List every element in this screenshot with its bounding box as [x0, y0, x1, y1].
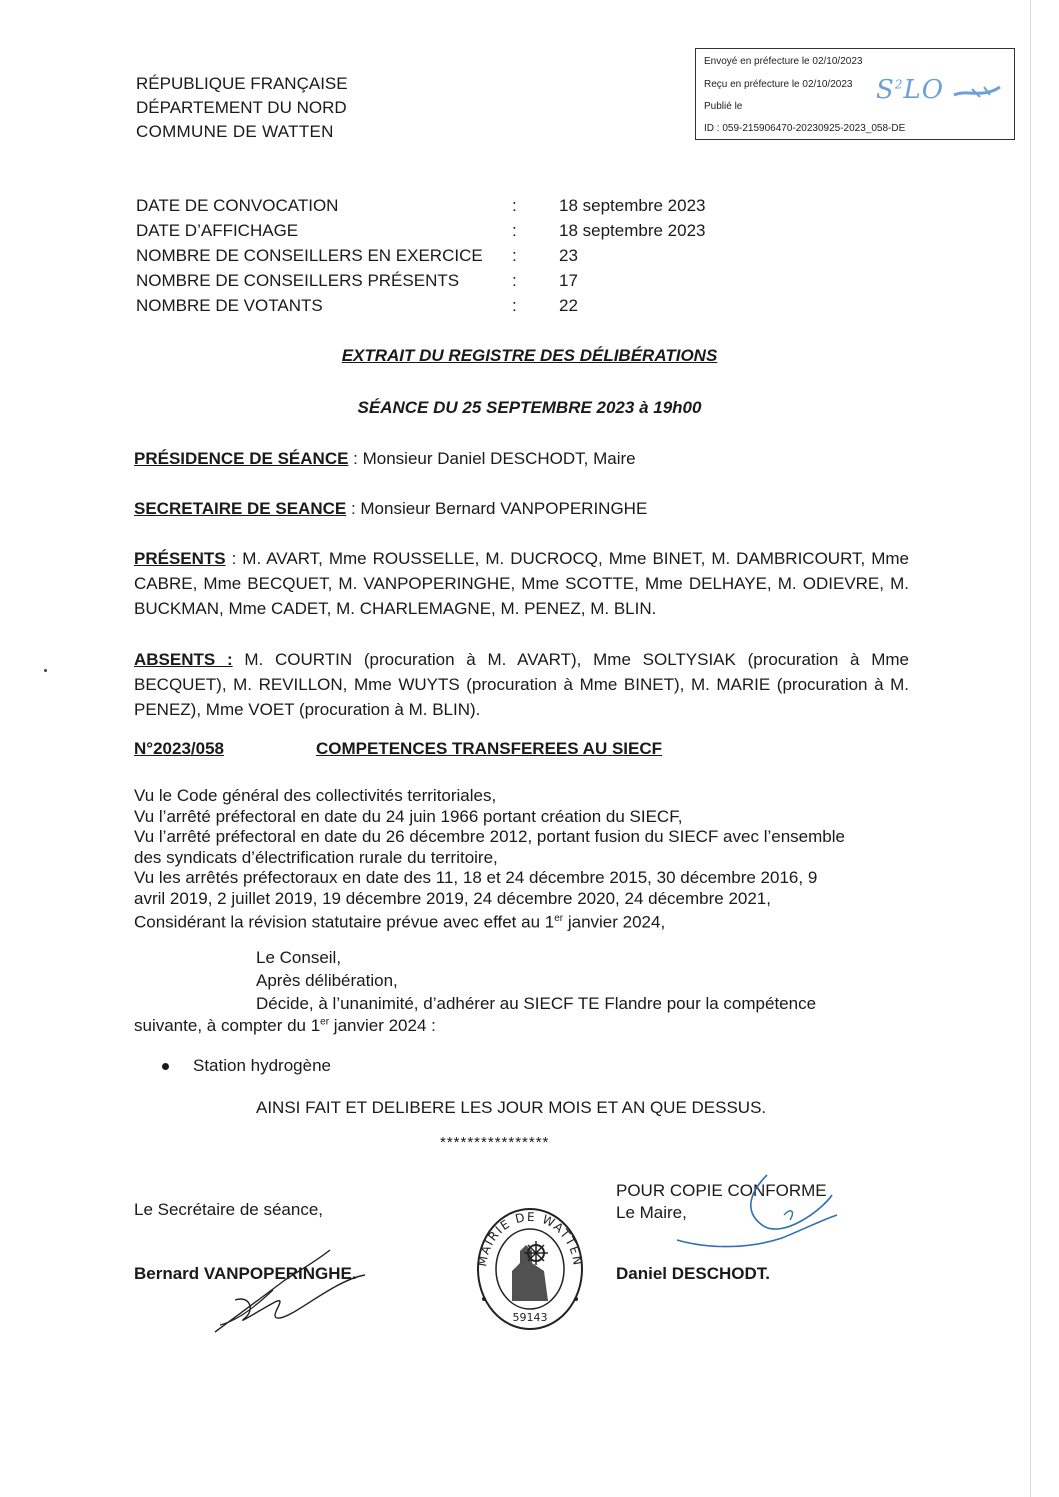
considerant-date: janvier 2024,	[563, 912, 666, 932]
stamp-received: Reçu en préfecture le 02/10/2023	[704, 79, 853, 90]
vu-line: des syndicats d’électrification rurale du territoire,	[134, 847, 498, 867]
stamp-sent: Envoyé en préfecture le 02/10/2023	[704, 56, 863, 67]
conseil-line: Décide, à l’unanimité, d’adhérer au SIECF TE Flandre pour la compétence	[256, 994, 817, 1013]
info-label: DATE D’AFFICHAGE	[136, 221, 299, 240]
secretaire-signature-title: Le Secrétaire de séance,	[134, 1200, 324, 1219]
stamp-id: ID : 059-215906470-20230925-2023_058-DE	[704, 123, 906, 134]
copie-conforme: POUR COPIE CONFORME	[616, 1181, 827, 1200]
page-edge-line	[1030, 0, 1031, 1497]
s2lo-logo: $S^2LO$	[876, 75, 944, 105]
seance-title: SÉANCE DU 25 SEPTEMBRE 2023 à 19h00	[357, 398, 702, 417]
info-value: 18 septembre 2023	[559, 221, 706, 240]
ainsi-fait: AINSI FAIT ET DELIBERE LES JOUR MOIS ET AN QUE DESSUS.	[256, 1098, 767, 1117]
maire-signature-name: Daniel DESCHODT.	[616, 1264, 770, 1283]
vu-line: avril 2019, 2 juillet 2019, 19 décembre 2019, 24 décembre 2020, 24 décembre 2021,	[134, 888, 771, 908]
info-separator: :	[512, 196, 517, 215]
info-label: NOMBRE DE VOTANTS	[136, 296, 323, 315]
considerant-sup: er	[554, 913, 564, 924]
presents-text: : M. AVART, Mme ROUSSELLE, M. DUCROCQ, Mme BINET, M. DAMBRICOURT, Mme CABRE, Mme BECQUET, M. VANPOPERINGHE, Mme SCOTTE, Mme DELHAYE, M. ODIEVRE, M. BUCKMAN, Mme CADET, M. CHARLEMAGNE, M. PENEZ, M. BLIN.	[134, 549, 909, 618]
header-republique: RÉPUBLIQUE FRANÇAISE	[136, 74, 348, 93]
document-header	[136, 72, 348, 144]
separator-stars: ****************	[440, 1134, 550, 1151]
info-label: NOMBRE DE CONSEILLERS EN EXERCICE	[136, 246, 483, 265]
conseil-line: Après délibération,	[256, 971, 398, 990]
extrait-title	[0, 346, 1059, 366]
info-value: 23	[559, 246, 578, 265]
deliberation-number: N°2023/058	[134, 739, 224, 758]
vu-line-considerant	[134, 909, 914, 933]
extrait-title-text: EXTRAIT DU REGISTRE DES DÉLIBÉRATIONS	[341, 346, 718, 365]
info-separator: :	[512, 271, 517, 290]
secretaire-line	[134, 496, 909, 521]
presidence-text: : Monsieur Daniel DESCHODT, Maire	[348, 449, 636, 468]
suivante-text: suivante, à compter du 1	[134, 1016, 321, 1035]
secretaire-handwritten-signature	[205, 1240, 375, 1340]
header-commune: COMMUNE DE WATTEN	[136, 122, 334, 141]
info-value: 22	[559, 296, 578, 315]
presents-label: PRÉSENTS	[134, 549, 226, 568]
prefecture-stamp	[695, 48, 1015, 140]
secretaire-signature-name: Bernard VANPOPERINGHE.	[134, 1264, 357, 1283]
deliberation-title: COMPETENCES TRANSFEREES AU SIECF	[316, 739, 663, 758]
stamp-published: Publié le	[704, 101, 743, 112]
vu-line: Vu l’arrêté préfectoral en date du 24 juin 1966 portant création du SIECF,	[134, 806, 683, 826]
info-separator: :	[512, 221, 517, 240]
bullet-item	[162, 1056, 331, 1076]
secretaire-label: SECRETAIRE DE SEANCE	[134, 499, 347, 518]
info-label: NOMBRE DE CONSEILLERS PRÉSENTS	[136, 271, 460, 290]
seal-emblem-icon	[512, 1241, 548, 1301]
seal-dot	[482, 1297, 486, 1301]
bullet-text: Station hydrogène	[193, 1056, 331, 1075]
bullet-dot-icon	[162, 1063, 169, 1070]
absents-paragraph	[134, 647, 909, 722]
logo-swoosh-icon	[952, 83, 1002, 103]
vu-line: Vu le Code général des collectivités territoriales,	[134, 786, 497, 805]
presidence-label: PRÉSIDENCE DE SÉANCE	[134, 449, 349, 468]
vu-line: Vu les arrêtés préfectoraux en date des 11, 18 et 24 décembre 2015, 30 décembre 2016, 9	[134, 868, 818, 887]
info-value: 17	[559, 271, 578, 290]
info-separator: :	[512, 246, 517, 265]
info-label: DATE DE CONVOCATION	[136, 196, 339, 215]
margin-speck	[44, 669, 47, 672]
suivante-date: janvier 2024 :	[329, 1016, 436, 1035]
secretaire-text: : Monsieur Bernard VANPOPERINGHE	[346, 499, 648, 518]
info-value: 18 septembre 2023	[559, 196, 706, 215]
seal-top-text: MAIRIE DE WATTEN	[474, 1209, 585, 1268]
info-separator: :	[512, 296, 517, 315]
vu-block	[134, 786, 914, 933]
absents-text: M. COURTIN (procuration à M. AVART), Mme SOLTYSIAK (procuration à Mme BECQUET), M. REVILLON, Mme WUYTS (procuration à Mme BINET), M. MARIE (procuration à M. PENEZ), Mme VOET (procuration à M. BLIN).	[134, 650, 910, 719]
presidence-line	[134, 446, 909, 471]
vu-line: Vu l’arrêté préfectoral en date du 26 décembre 2012, portant fusion du SIECF avec l’ensemble	[134, 827, 845, 846]
absents-label: ABSENTS :	[134, 650, 233, 669]
conseil-block	[256, 946, 816, 1015]
seal-dot	[574, 1297, 578, 1301]
le-maire: Le Maire,	[616, 1203, 687, 1222]
presents-paragraph	[134, 546, 909, 621]
conseil-line: Le Conseil,	[256, 948, 342, 967]
suivante-sup: er	[320, 1016, 330, 1028]
considerant-text: Considérant la révision statutaire prévue avec effet au 1	[134, 912, 555, 932]
header-departement: DÉPARTEMENT DU NORD	[136, 98, 347, 117]
mairie-seal	[474, 1205, 586, 1335]
conseil-suivante	[134, 1016, 436, 1036]
maire-handwritten-signature	[672, 1170, 842, 1255]
seal-bottom-text: 59143	[512, 1311, 548, 1324]
